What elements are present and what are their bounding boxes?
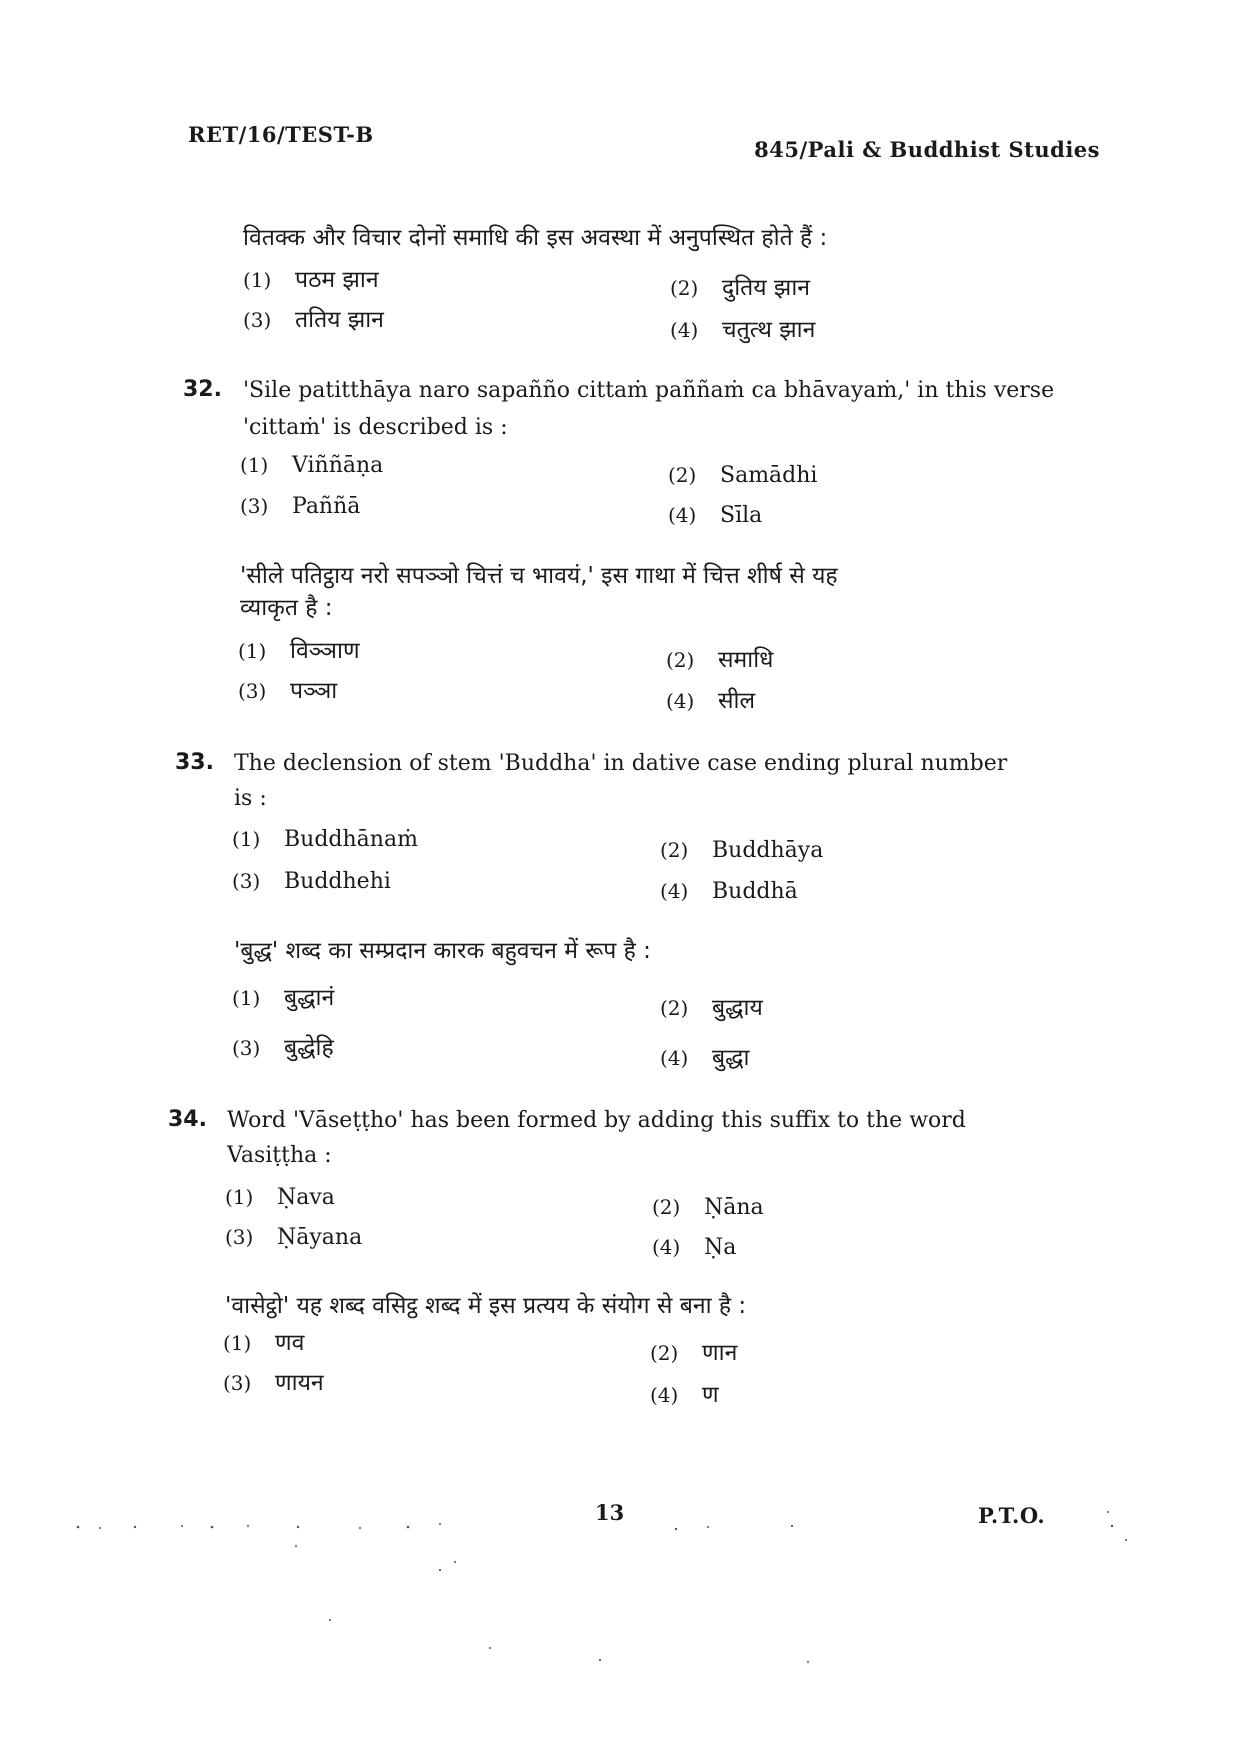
option-text: Paññā bbox=[292, 494, 361, 519]
option-text: णव bbox=[275, 1330, 305, 1356]
option-number: (1) bbox=[223, 1331, 252, 1355]
q34-number: 34. bbox=[168, 1107, 207, 1132]
option-number: (4) bbox=[650, 1383, 679, 1407]
option-number: (2) bbox=[666, 648, 695, 672]
option-text: Ṇāna bbox=[704, 1195, 764, 1220]
option-number: (1) bbox=[232, 986, 261, 1010]
option-number: (3) bbox=[225, 1225, 254, 1249]
option-text: Buddhā bbox=[712, 879, 798, 904]
option-number: (1) bbox=[240, 453, 269, 477]
option-text: Ṇa bbox=[704, 1235, 737, 1260]
option-number: (2) bbox=[660, 996, 689, 1020]
q33-stem-english-line1: The declension of stem 'Buddha' in dative case ending plural number bbox=[234, 751, 1008, 776]
option-text: बुद्धानं bbox=[284, 985, 335, 1011]
option-text: पञ्ञा bbox=[290, 678, 338, 704]
option-number: (3) bbox=[232, 1036, 261, 1060]
option-text: Ṇāyana bbox=[277, 1225, 363, 1250]
option-number: (3) bbox=[232, 869, 261, 893]
pto-label: P.T.O. bbox=[978, 1503, 1046, 1528]
option-text: Samādhi bbox=[720, 463, 818, 488]
q32-stem-english-line2: 'cittaṁ' is described is : bbox=[243, 415, 508, 440]
q32-stem-english-line1: 'Sile patitthāya naro sapañño cittaṁ paññaṁ ca bhāvayaṁ,' in this verse bbox=[243, 378, 1055, 403]
q33-stem-hindi: 'बुद्ध' शब्द का सम्प्रदान कारक बहुवचन में रूप है : bbox=[234, 938, 651, 964]
option-number: (4) bbox=[660, 879, 689, 903]
option-text: चतुत्थ झान bbox=[722, 317, 816, 343]
option-text: Buddhāya bbox=[712, 838, 824, 863]
option-number: (4) bbox=[666, 689, 695, 713]
option-text: विञ्ञाण bbox=[290, 638, 360, 664]
option-text: बुद्धाय bbox=[712, 995, 763, 1021]
option-text: ण bbox=[702, 1382, 719, 1408]
page-number: 13 bbox=[595, 1500, 625, 1525]
option-number: (4) bbox=[660, 1046, 689, 1070]
header-subject: 845/Pali & Buddhist Studies bbox=[754, 137, 1100, 162]
q32-stem-hindi-line2: व्याकृत है : bbox=[240, 595, 333, 621]
option-text: णायन bbox=[275, 1370, 324, 1396]
option-text: णान bbox=[702, 1340, 738, 1366]
option-number: (1) bbox=[243, 268, 272, 292]
option-number: (3) bbox=[238, 679, 267, 703]
option-text: Viññāṇa bbox=[292, 453, 384, 478]
q31-stem-hindi: वितक्क और विचार दोनों समाधि की इस अवस्था में अनुपस्थित होते हैं : bbox=[243, 225, 828, 251]
option-text: बुद्धा bbox=[712, 1045, 750, 1071]
option-text: Buddhehi bbox=[284, 869, 391, 894]
option-number: (1) bbox=[225, 1185, 254, 1209]
header-test-code: RET/16/TEST-B bbox=[188, 122, 374, 147]
option-number: (2) bbox=[660, 838, 689, 862]
option-number: (3) bbox=[223, 1371, 252, 1395]
q32-number: 32. bbox=[183, 377, 222, 402]
option-text: Buddhānaṁ bbox=[284, 827, 418, 852]
option-number: (2) bbox=[670, 276, 699, 300]
option-number: (2) bbox=[650, 1341, 679, 1365]
option-text: ततिय झान bbox=[295, 307, 384, 333]
option-number: (4) bbox=[652, 1235, 681, 1259]
option-text: सील bbox=[718, 688, 756, 714]
q33-stem-english-line2: is : bbox=[234, 786, 267, 811]
option-text: दुतिय झान bbox=[722, 275, 811, 301]
option-number: (1) bbox=[238, 639, 267, 663]
q34-stem-english-line1: Word 'Vāseṭṭho' has been formed by adding this suffix to the word bbox=[227, 1108, 966, 1133]
option-text: Sīla bbox=[720, 503, 763, 528]
option-text: समाधि bbox=[718, 647, 774, 673]
option-number: (3) bbox=[240, 494, 269, 518]
option-number: (3) bbox=[243, 308, 272, 332]
option-text: बुद्धेहि bbox=[284, 1035, 334, 1061]
option-text: पठम झान bbox=[295, 267, 379, 293]
q34-stem-hindi: 'वासेट्ठो' यह शब्द वसिट्ठ शब्द में इस प्रत्यय के संयोग से बना है : bbox=[225, 1293, 747, 1319]
option-text: Ṇava bbox=[277, 1185, 335, 1210]
option-number: (4) bbox=[670, 318, 699, 342]
q34-stem-english-line2: Vasiṭṭha : bbox=[227, 1143, 332, 1168]
option-number: (4) bbox=[668, 503, 697, 527]
q33-number: 33. bbox=[175, 750, 214, 775]
option-number: (2) bbox=[668, 463, 697, 487]
option-number: (1) bbox=[232, 827, 261, 851]
option-number: (2) bbox=[652, 1195, 681, 1219]
q32-stem-hindi-line1: 'सीले पतिट्ठाय नरो सपञ्ञो चित्तं च भावयं,' इस गाथा में चित्त शीर्ष से यह bbox=[240, 563, 838, 589]
